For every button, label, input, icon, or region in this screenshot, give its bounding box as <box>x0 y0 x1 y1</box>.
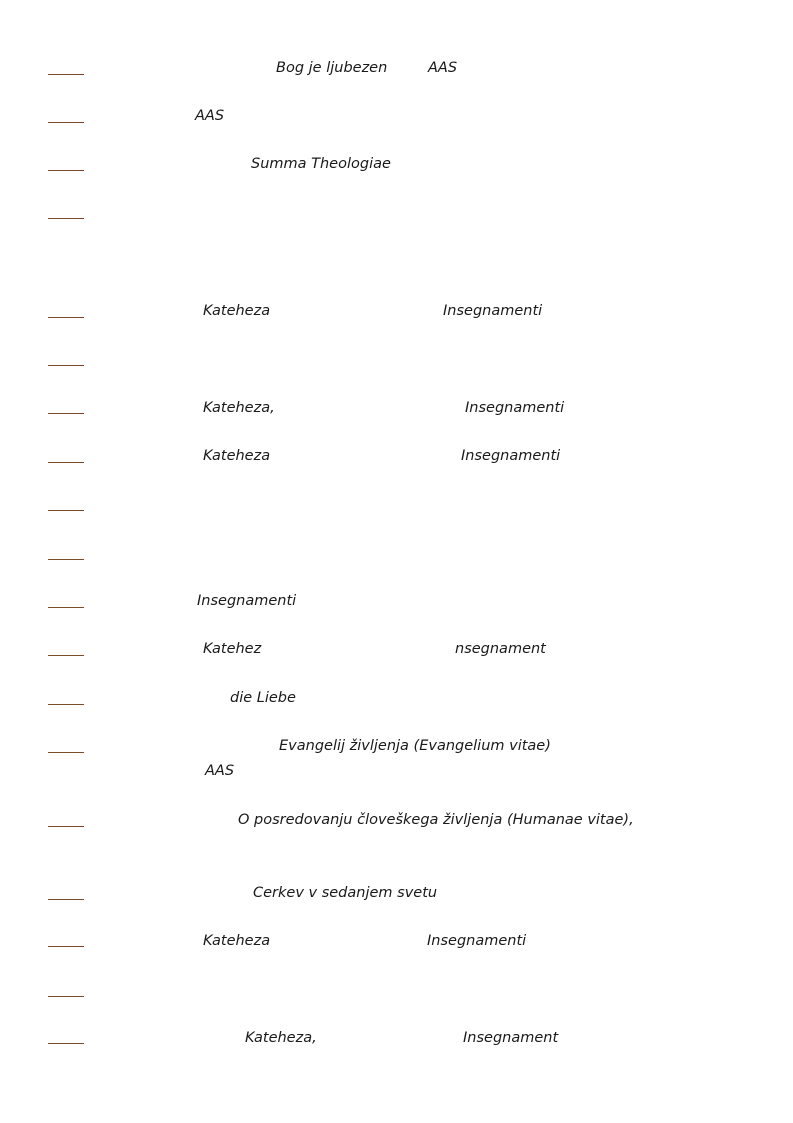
footnote-rule <box>48 559 84 560</box>
footnote-rule <box>48 899 84 900</box>
citation-title: Katehez <box>203 641 262 657</box>
citation-source: AAS <box>428 60 458 76</box>
footnote-rule <box>48 996 84 997</box>
footnote-rule <box>48 317 84 318</box>
citation-source: nsegnament <box>455 641 546 657</box>
footnote-rule <box>48 704 84 705</box>
citation-source: Insegnamenti <box>465 400 565 416</box>
footnote-rule <box>48 510 84 511</box>
citation-source: AAS <box>195 108 225 124</box>
footnote-rule <box>48 170 84 171</box>
citation-title: Bog je ljubezen <box>276 60 388 76</box>
citation-title: Evangelij življenja (Evangelium vitae) <box>279 738 551 754</box>
citation-title: Kateheza <box>203 448 271 464</box>
citation-title: Summa Theologiae <box>251 156 391 172</box>
footnote-rule <box>48 946 84 947</box>
citation-title: Cerkev v sedanjem svetu <box>253 885 438 901</box>
footnote-rule <box>48 752 84 753</box>
citation-source: Insegnamenti <box>461 448 561 464</box>
footnote-rule <box>48 655 84 656</box>
citation-title: Kateheza <box>203 933 271 949</box>
footnote-rule <box>48 74 84 75</box>
citation-source: Insegnament <box>463 1030 559 1046</box>
footnote-rule <box>48 218 84 219</box>
citation-title: O posredovanju človeškega življenja (Humanae vitae), <box>238 812 634 828</box>
citation-source: Insegnamenti <box>197 593 297 609</box>
footnote-rule <box>48 365 84 366</box>
citation-source: Insegnamenti <box>427 933 527 949</box>
footnote-rule <box>48 607 84 608</box>
citation-source: AAS <box>205 763 235 779</box>
footnote-rule <box>48 122 84 123</box>
citation-source: Insegnamenti <box>443 303 543 319</box>
citation-title: Kateheza, <box>245 1030 317 1046</box>
citation-title: die Liebe <box>230 690 296 706</box>
footnote-rule <box>48 462 84 463</box>
footnote-rule <box>48 413 84 414</box>
footnote-rule <box>48 826 84 827</box>
citation-title: Kateheza <box>203 303 271 319</box>
citation-title: Kateheza, <box>203 400 275 416</box>
footnote-rule <box>48 1043 84 1044</box>
